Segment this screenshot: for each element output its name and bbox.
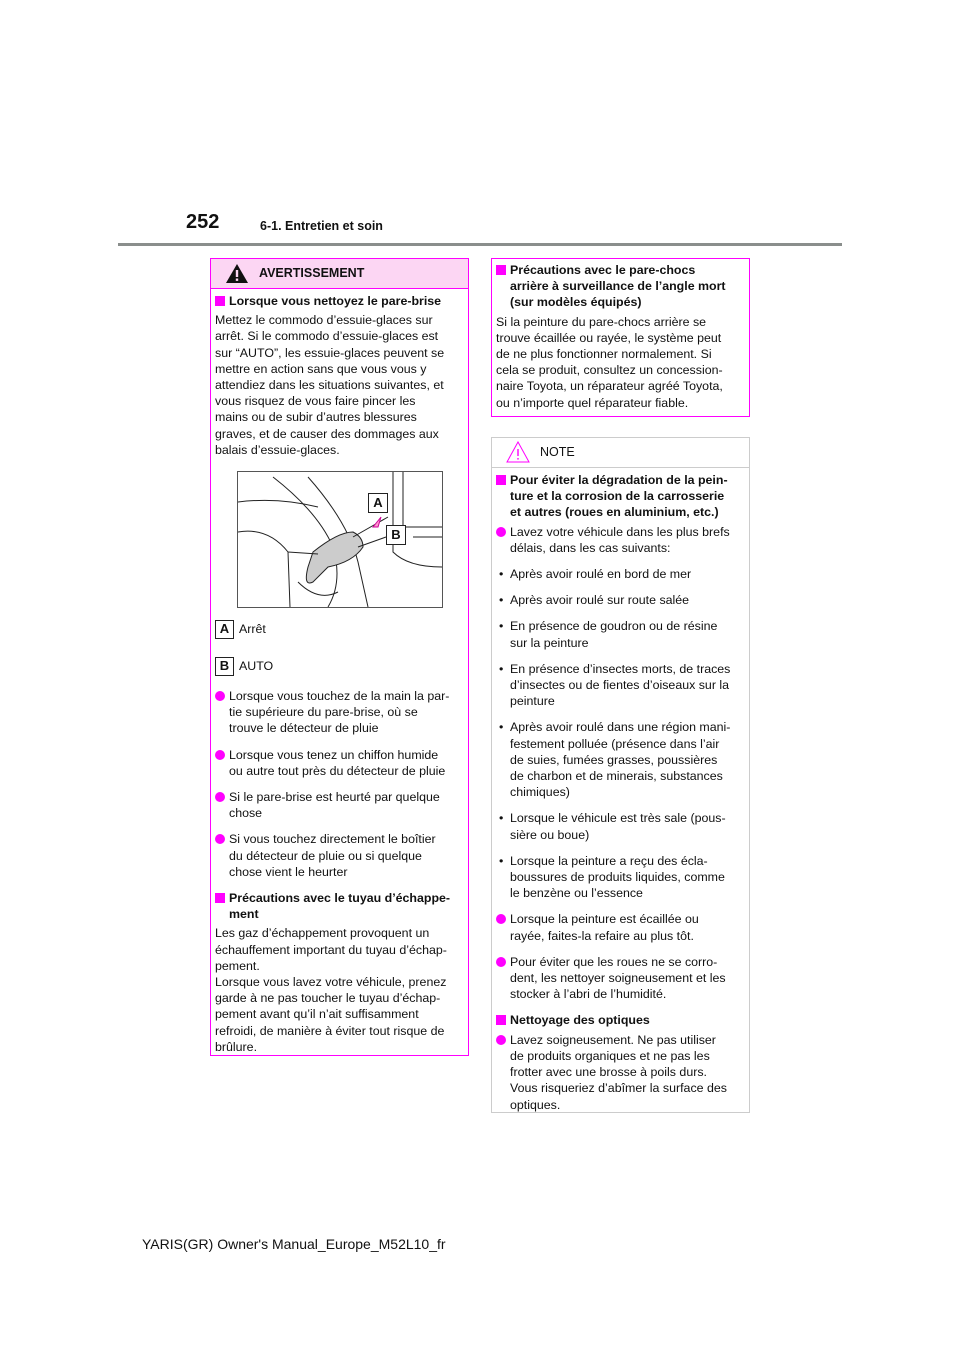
warning-title: AVERTISSEMENT: [259, 266, 365, 280]
page-number: 252: [186, 211, 220, 233]
warning-triangle-icon: [225, 263, 249, 284]
bullet-item: Si le pare-brise est heurté par quelque chose: [215, 789, 464, 821]
caution-paragraph: Si la peinture du pare-chocs arrière se trouve écaillée ou rayée, le système peut de ne plus fonctionner normalement. Si cela se produit, consultez un concession- naire Toyota, un réparateur agréé Toyota, ou n’importe quel réparateur fiable.: [496, 314, 723, 410]
warning-heading: Lorsque vous nettoyez le pare-brise: [215, 293, 464, 309]
dot-item: • En présence de goudron ou de résine sur la peinture: [496, 618, 745, 650]
dot-item: • Après avoir roulé en bord de mer: [496, 566, 745, 582]
note-header: [492, 438, 749, 468]
section-title: 6-1. Entretien et soin: [260, 219, 383, 233]
bullet-item: Lavez votre véhicule dans les plus brefs délais, dans les cas suivants:: [496, 524, 745, 556]
legend-text: AUTO: [239, 659, 274, 674]
legend-key: A: [215, 620, 234, 639]
legend-item-a: [215, 620, 464, 639]
footer-text: YARIS(GR) Owner's Manual_Europe_M52L10_fr: [142, 1236, 446, 1252]
note-heading: Pour éviter la dégradation de la pein- ture et la corrosion de la carrosserie et autres (roues en aluminium, etc.): [496, 472, 745, 521]
bullet-item: Lavez soigneusement. Ne pas utiliser de produits organiques et ne pas les frotter avec une brosse à poils durs. Vous risqueriez d’abîmer la surface des optiques.: [496, 1032, 745, 1113]
bullet-item: Si vous touchez directement le boîtier du détecteur de pluie ou si quelque chose vient le heurter: [215, 831, 464, 880]
note-triangle-icon: [506, 441, 530, 463]
legend-item-b: [215, 657, 464, 676]
wiper-lever-illustration: [237, 471, 443, 608]
dot-item: • Lorsque le véhicule est très sale (pous- sière ou boue): [496, 810, 745, 842]
note-box: [491, 437, 750, 1113]
legend-key: B: [215, 657, 234, 676]
warning-paragraph: Mettez le commodo d’essuie-glaces sur arrêt. Si le commodo d’essuie-glaces est sur “AUTO”, les essuie-glaces peuvent se mettre en action sans que vous vous y attendiez dans les situations suivantes, et vous risquez de vous faire pincer les mains ou de subir d’autres blessures graves, et de causer des dommages aux balais d’essuie-glaces.: [215, 313, 445, 457]
illustration-callout-b: B: [386, 525, 406, 545]
dot-item: • Après avoir roulé dans une région mani- festement polluée (présence dans l’air de suies, fumées grasses, poussières de charbon et de minerais, substances chimiques): [496, 719, 745, 800]
dot-item: • En présence d’insectes morts, de traces d’insectes ou de fientes d’oiseaux sur la peinture: [496, 661, 745, 710]
legend-text: Arrêt: [239, 622, 266, 637]
bullet-item: Lorsque vous touchez de la main la par- tie supérieure du pare-brise, où se trouve le détecteur de pluie: [215, 688, 464, 737]
bullet-item: Pour éviter que les roues ne se corro- dent, les nettoyer soigneusement et les stocker à l’abri de l’humidité.: [496, 954, 745, 1003]
bullet-item: Lorsque vous tenez un chiffon humide ou autre tout près du détecteur de pluie: [215, 747, 464, 779]
warning-paragraph: Les gaz d’échappement provoquent un échauffement important du tuyau d’échap- pement. Lorsque vous lavez votre véhicule, prenez garde à ne pas toucher le tuyau d’échap- pement avant qu’il n’ait suffisamment refroidi, de manière à éviter tout risque de brûlure.: [215, 926, 447, 1054]
warning-header: [211, 259, 468, 289]
note-title: NOTE: [540, 445, 575, 459]
dot-item: • Après avoir roulé sur route salée: [496, 592, 745, 608]
dot-item: • Lorsque la peinture a reçu des écla- boussures de produits liquides, comme le benzène ou l’essence: [496, 853, 745, 902]
warning-heading: Précautions avec le tuyau d’échappe- ment: [215, 890, 464, 922]
illustration-callout-a: A: [368, 493, 388, 513]
bullet-item: Lorsque la peinture est écaillée ou rayée, faites-la refaire au plus tôt.: [496, 911, 745, 943]
caution-heading: Précautions avec le pare-chocs arrière à surveillance de l’angle mort (sur modèles équipés): [496, 262, 745, 311]
warning-box: [210, 258, 469, 1056]
blind-spot-caution-box: [491, 258, 750, 417]
note-heading: Nettoyage des optiques: [496, 1012, 745, 1028]
header-rule: [118, 243, 842, 246]
